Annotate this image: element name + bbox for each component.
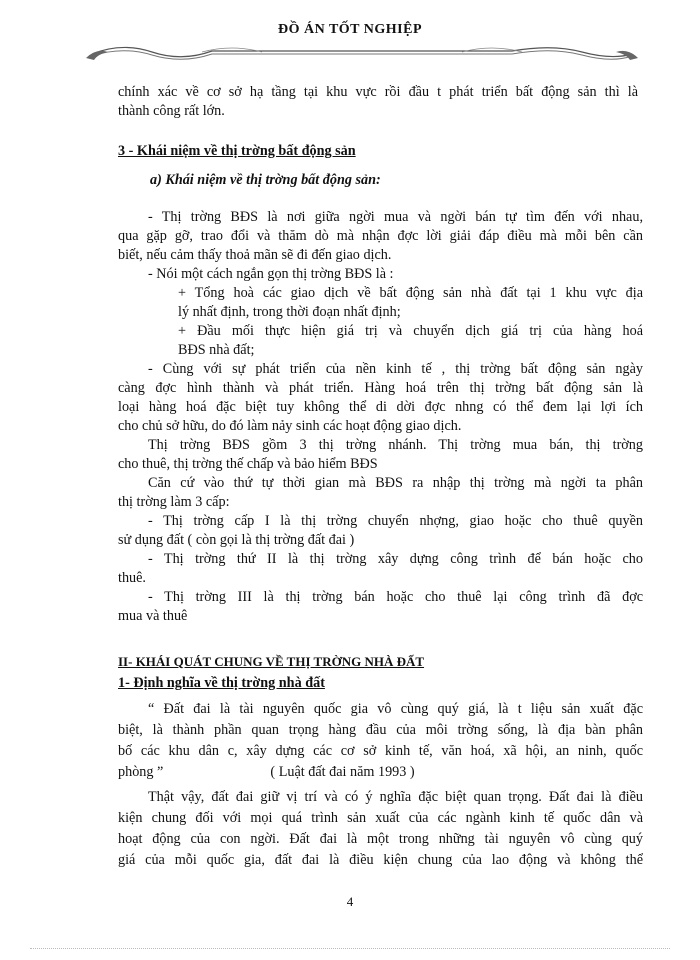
- text-line: - Nói một cách ngắn gọn thị trờng BĐS là :: [148, 266, 394, 282]
- list-item: sử dụng đất ( còn gọi là thị trờng đất đai ): [118, 532, 355, 548]
- list-item: mua và thuê: [118, 608, 188, 624]
- list-item: - Thị trờng III là thị trờng bán hoặc cho thuê lại công trình đã đợc: [148, 589, 643, 605]
- text-line: - Cùng với sự phát triển của nền kinh tế , thị trờng bất động sản ngày: [148, 361, 643, 377]
- list-item: + Tổng hoà các giao dịch về bất động sản nhà đất tại 1 khu vực địa: [178, 285, 643, 301]
- text-line: “ Đất đai là tài nguyên quốc gia vô cùng quý giá, là t liệu sản xuất đặc: [148, 701, 643, 717]
- subsection-heading: a) Khái niệm về thị trờng bất động sản:: [150, 172, 381, 188]
- intro-paragraph: [118, 83, 638, 121]
- page-bottom-rule: [30, 948, 670, 949]
- text-line: cho chủ sở hữu, do đó làm nảy sinh các hoạt động giao dịch.: [118, 418, 462, 434]
- text-line: qua gặp gỡ, trao đổi và thăm dò mà nhận đợc lời giải đáp điều mà mỗi bên cần: [118, 228, 643, 244]
- text-line: bố các khu dân c, xây dựng các cơ sở kinh tế, văn hoá, xã hội, an ninh, quốc: [118, 743, 643, 759]
- section-3: [118, 142, 638, 161]
- list-item: BĐS nhà đất;: [178, 342, 255, 358]
- text-line: thị trờng làm 3 cấp:: [118, 494, 230, 510]
- section-heading: 3 - Khái niệm về thị trờng bất động sản: [118, 143, 356, 159]
- list-item: lý nhất định, trong thời đoạn nhất định;: [178, 304, 401, 320]
- header-ornament-divider: [82, 40, 642, 62]
- text-line: loại hàng hoá đặc biệt tuy không thể di dời đợc nhng có thể đem lại lợi ích: [118, 399, 643, 415]
- page-number: 4: [346, 894, 354, 909]
- list-item: + Đầu mối thực hiện giá trị và chuyển dịch giá trị của hàng hoá: [178, 323, 643, 339]
- text-line: thành công rất lớn.: [118, 103, 225, 119]
- text-line: càng đợc hình thành và phát triển. Hàng hoá trên thị trờng bất động sản là: [118, 380, 643, 396]
- section-ii: [118, 652, 643, 671]
- section-3-body: [118, 208, 643, 626]
- list-item: - Thị trờng thứ II là thị trờng xây dựng công trình để bán hoặc cho: [148, 551, 643, 567]
- section-ii-body: [118, 699, 643, 871]
- document-title: ĐỒ ÁN TỐT NGHIỆP: [277, 22, 422, 37]
- text-line: [118, 762, 643, 783]
- text-line: biết, nếu cảm thấy thoả mãn sẽ đi đến giao dịch.: [118, 247, 392, 263]
- list-item: - Thị trờng cấp I là thị trờng chuyển nhợng, giao hoặc cho thuê quyền: [148, 513, 643, 529]
- text-line: biệt, là thành phần quan trọng hàng đầu của môi trờng sống, là địa bàn phân: [118, 722, 643, 738]
- text-line: - Thị trờng BĐS là nơi giữa ngời mua và ngời bán tự tìm đến với nhau,: [148, 209, 643, 225]
- text-line: Căn cứ vào thứ tự thời gian mà BĐS ra nhập thị trờng mà ngời ta phân: [148, 475, 643, 491]
- citation: ( Luật đất đai năm 1993 ): [270, 764, 415, 780]
- subsection-heading: 1- Định nghĩa về thị trờng nhà đất: [118, 675, 325, 691]
- text-line: kiện chung đối với mọi quá trình sản xuất của các ngành kinh tế quốc dân và: [118, 810, 643, 826]
- text-line: Thật vậy, đất đai giữ vị trí và có ý nghĩa đặc biệt quan trọng. Đất đai là điều: [148, 789, 643, 805]
- section-heading: II- KHÁI QUÁT CHUNG VỀ THỊ TRỜNG NHÀ ĐẤT: [118, 654, 425, 669]
- list-item: thuê.: [118, 570, 146, 586]
- text-line: chính xác về cơ sở hạ tầng tại khu vực rồi đầu t phát triển bất động sản thì là: [118, 84, 638, 100]
- text-line: hoạt động của con ngời. Đất đai là một trong những tài nguyên vô cùng quý: [118, 831, 643, 847]
- text-line: Thị trờng BĐS gồm 3 thị trờng nhánh. Thị trờng mua bán, thị trờng: [148, 437, 643, 453]
- quote-end: phòng ”: [118, 764, 164, 780]
- text-line: giá của mỗi quốc gia, đất đai là điều kiện chung của lao động và không thể: [118, 852, 643, 868]
- text-line: cho thuê, thị trờng thế chấp và bảo hiểm BĐS: [118, 456, 378, 472]
